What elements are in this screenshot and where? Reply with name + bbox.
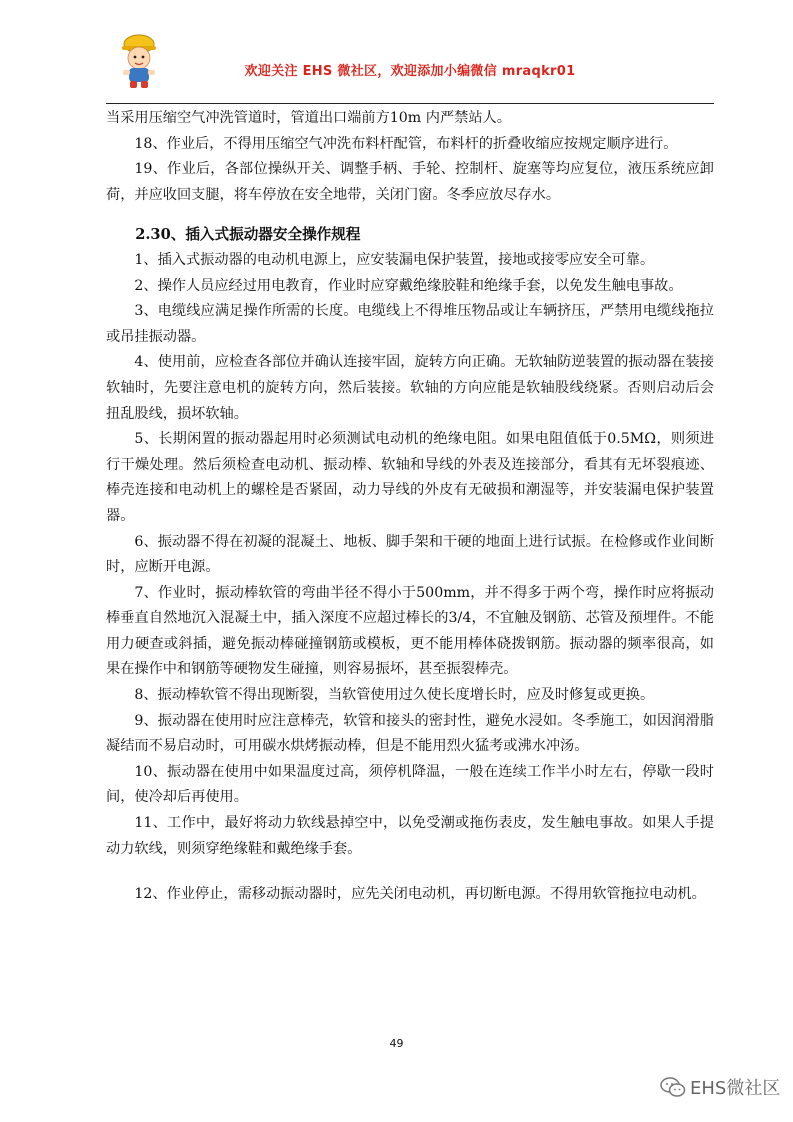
watermark (660, 1074, 780, 1100)
page-number: 49 (389, 1037, 404, 1050)
paragraph-continuation: 当采用压缩空气冲洗管道时，管道出口端前方10m 内严禁站人。 (106, 110, 511, 126)
section-title: 2.30、插入式振动器安全操作规程 (135, 226, 361, 244)
header-text: 欢迎关注 EHS 微社区，欢迎添加小编微信 mraqkr01 (244, 64, 576, 79)
rule-item: 1、插入式振动器的电动机电源上，应安装漏电保护装置，接地或接零应安全可靠。 (134, 251, 655, 268)
page-header (106, 26, 714, 104)
rule-item: 11、工作中，最好将动力软线悬掉空中，以免受潮或拖伤表皮，发生触电事故。如果人手提动力软线，则须穿绝缘鞋和戴绝缘手套。 (106, 815, 714, 857)
paragraph-item-19: 19、作业后，各部位操纵开关、调整手柄、手轮、控制杆、旋塞等均应复位，液压系统应卸荷，并应收回支腿，将车停放在安全地带，关闭门窗。冬季应放尽存水。 (106, 161, 714, 203)
header-divider (106, 103, 714, 104)
rule-item: 6、振动器不得在初凝的混凝土、地板、脚手架和干硬的地面上进行试振。在检修或作业间断时，应断开电源。 (106, 533, 714, 576)
rule-item: 7、作业时，振动棒软管的弯曲半径不得小于500mm，并不得多于两个弯，操作时应将振动棒垂直自然地沉入混凝土中，插入深度不应超过棒长的3/4，不宜触及钢筋、芯管及预埋件。不能用力硬查或斜插，避免振动棒碰撞钢筋或模板，更不能用棒体硗拨钢筋。振动器的频率很高，如果在操作中和钢筋等硬物发生碰撞，则容易振坏，甚至振裂棒壳。 (106, 584, 714, 678)
rule-item: 9、振动器在使用时应注意棒壳，软管和接头的密封性，避免水浸如。冬季施工，如因润滑脂凝结而不易启动时，可用碳水烘烤振动棒，但是不能用烈火猛考或沸水冲汤。 (106, 712, 714, 755)
rule-item: 12、作业停止，需移动振动器时，应先关闭电动机，再切断电源。不得用软管拖拉电动机。 (134, 886, 706, 903)
rule-item: 10、振动器在使用中如果温度过高，须停机降温，一般在连续工作半小时左右，停歇一段时间，使冷却后再使用。 (106, 763, 714, 806)
rule-item: 3、电缆线应满足操作所需的长度。电缆线上不得堆压物品或让车辆挤压，严禁用电缆线拖拉或吊挂振动器。 (106, 303, 714, 345)
document-body (106, 106, 714, 908)
paragraph-item-18: 18、作业后，不得用压缩空气冲洗布料杆配管，布料杆的折叠收缩应按规定顺序进行。 (134, 135, 678, 152)
watermark-text: EHS微社区 (690, 1078, 781, 1099)
rule-item: 4、使用前，应检查各部位并确认连接牢固，旋转方向正确。无软轴防逆装置的振动器在装接软轴时，先要注意电机的旋转方向，然后装接。软轴的方向应能是软轴股线绕紧。否则启动后会扭乱股线，损坏软轴。 (106, 354, 714, 422)
wechat-icon (660, 1076, 686, 1098)
rule-item: 8、振动棒软管不得出现断裂，当软管使用过久使长度增长时，应及时修复或更换。 (134, 687, 655, 704)
rule-item: 2、操作人员应经过用电教育，作业时应穿戴绝缘胶鞋和绝缘手套，以免发生触电事故。 (134, 277, 683, 294)
rule-item: 5、长期闲置的振动器起用时必须测试电动机的绝缘电阻。如果电阻值低于0.5MΩ，则须进行干燥处理。然后须检查电动机、振动棒、软轴和导线的外表及连接部分，看其有无坏裂痕迹、棒壳连接和电动机上的螺栓是否紧固，动力导线的外皮有无破损和潮湿等，并安装漏电保护装置器。 (106, 431, 714, 524)
